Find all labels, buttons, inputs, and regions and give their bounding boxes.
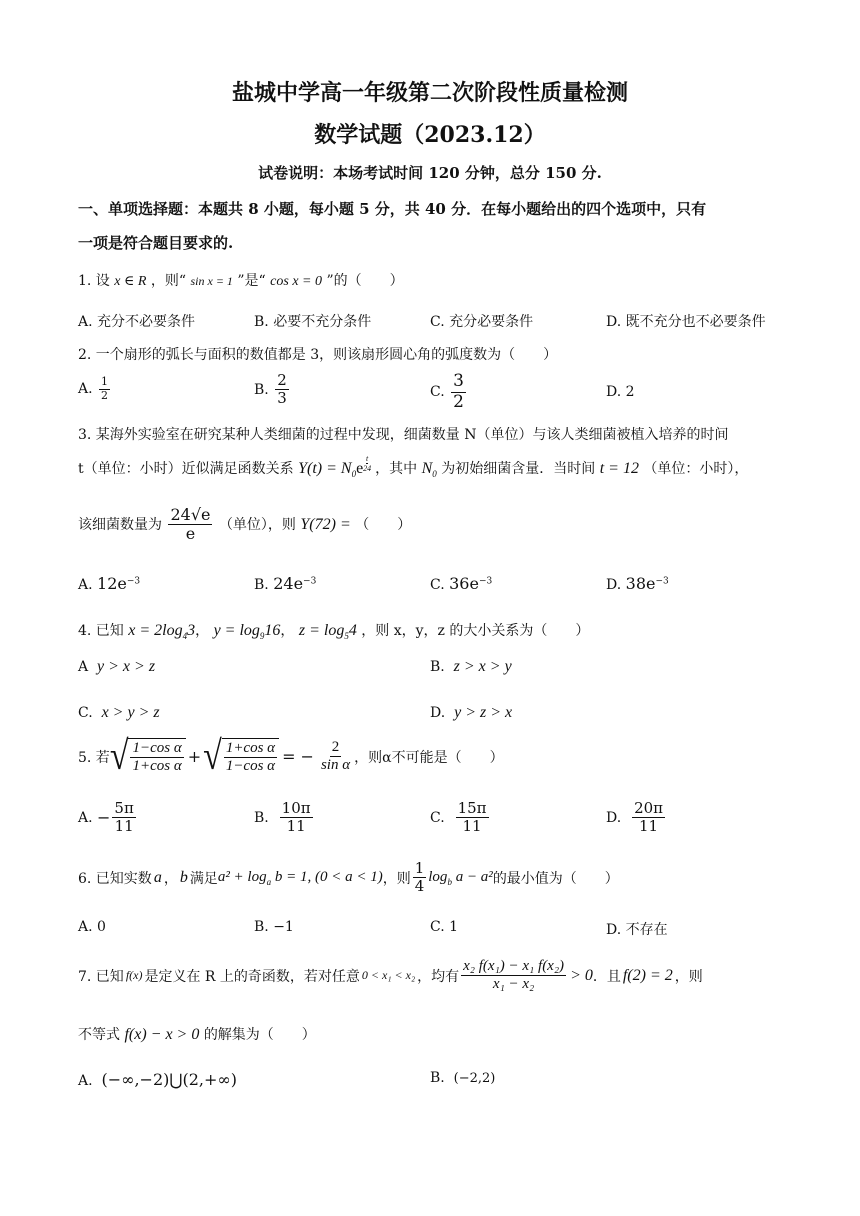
q5-rhs-den: sin α [320, 757, 351, 774]
q7-tail: ，则 [674, 968, 703, 985]
q1-option-a: A. 充分不必要条件 [78, 314, 196, 330]
q1-set-expr: x ∈ R [114, 274, 147, 289]
q7-ineq: f(x) − x > 0 [124, 1026, 200, 1043]
q4-z-end: 4 [348, 622, 357, 639]
q2-a-den: 2 [101, 388, 109, 402]
q6-mid: 满足 [189, 870, 218, 887]
q5-radical-1: √ $\frac{\text{1−cos α}}{\text{1+cos α}}$ [110, 738, 186, 776]
q5-rhs-frac [319, 739, 352, 775]
q1-option-d: D. 既不充分也不必要条件 [606, 314, 766, 330]
q6-cond-end: b = 1, (0 < a < 1) [274, 868, 383, 885]
q5-a-label: A. [78, 809, 93, 826]
q3-line2-mid: ，其中 [375, 461, 418, 477]
q4-x-sub: 4 [182, 631, 188, 642]
q4-d-val: y > z > x [454, 704, 513, 721]
q3-c-exp: −3 [478, 576, 493, 587]
question-6 [78, 860, 619, 896]
q3-formula-lhs: Y(t) = N [298, 460, 352, 477]
q4-z-expr: z = log [298, 622, 345, 639]
q5-d-den: 11 [639, 817, 659, 836]
q4-c-label: C. [78, 705, 93, 721]
q4-option-d [430, 704, 512, 722]
q7-a-label: A. [78, 1073, 93, 1089]
question-2: 2. 一个扇形的弧长与面积的数值都是 3，则该扇形圆心角的弧度数为（ ） [78, 347, 558, 363]
q4-option-c [78, 704, 160, 722]
q7-range: 0 < x₁ < x₂ [361, 968, 416, 983]
q2-option-a [78, 376, 112, 402]
q6-option-a: A. 0 [78, 919, 106, 935]
q3-n0-sub: 0 [432, 469, 437, 480]
q3-line3-pre: 该细菌数量为 [78, 516, 162, 533]
q3-t-val: t = 12 [599, 460, 639, 477]
q2-c-den: 2 [453, 391, 464, 412]
exam-subtitle: 数学试题（2023.12） [314, 122, 546, 148]
q4-y-sub: 9 [259, 631, 265, 642]
q6-a: a [153, 868, 162, 886]
q3-a-label: A. [78, 577, 93, 593]
q4-a-label: A [78, 659, 89, 675]
q4-option-a [78, 658, 155, 676]
q5-b-label: B. [254, 809, 269, 826]
q6-b: b [179, 868, 188, 886]
q2-a-label: A. [78, 381, 93, 398]
question-5 [78, 733, 504, 779]
q7-line2 [78, 1024, 316, 1044]
q3-b-label: B. [254, 577, 269, 593]
q6-option-c: C. 1 [430, 919, 459, 935]
q3-d-label: D. [606, 577, 622, 593]
q6-expr-sub: b [447, 876, 452, 887]
q4-z-sub: 5 [344, 631, 349, 642]
q3-d-val: 38e [625, 574, 656, 593]
q3-b-val: 24e [273, 574, 304, 593]
q5-d-num: 20π [634, 799, 664, 817]
q5-tail: ，则α不可能是（ ） [354, 749, 504, 766]
q3-exp-frac [363, 454, 371, 473]
q4-y-expr: y = log [213, 622, 260, 639]
q6-f-num: 1 [414, 859, 425, 877]
q3-line3-post: （单位），则 [218, 516, 296, 533]
q5-r2-num: 1+cos α [224, 740, 277, 758]
q3-a-val: 12e [97, 574, 127, 593]
q5-plus: + [187, 747, 202, 767]
question-7 [78, 958, 703, 994]
q5-pre: 5. 若 [78, 749, 110, 766]
q7-f2: f(2) = 2 [622, 966, 673, 984]
q6-expr: log [428, 868, 448, 885]
q5-b-den: 11 [286, 817, 306, 836]
q2-c-frac [451, 372, 466, 412]
q2-option-b [254, 372, 291, 408]
exam-note: 试卷说明：本场考试时间 120 分钟，总分 150 分. [258, 164, 602, 182]
q7-mid2: ，均有 [417, 968, 460, 985]
q5-a-num: 5π [114, 799, 134, 817]
section-heading-line1: 一、单项选择题：本题共 8 小题，每小题 5 分，共 40 分．在每小题给出的四个选项中，只有 [78, 200, 707, 218]
q1-tail: ”的（ ） [326, 273, 404, 289]
q5-option-d [606, 800, 667, 836]
q7-pre: 7. 已知 [78, 968, 124, 985]
q2-c-label: C. [430, 384, 445, 401]
q4-option-b [430, 658, 512, 676]
q3-c-val: 36e [449, 574, 479, 593]
q3-formula [298, 453, 375, 480]
q6-option-b: B. −1 [254, 919, 294, 935]
q3-option-b [254, 574, 316, 593]
q5-option-a [78, 800, 138, 836]
q5-option-c [430, 800, 491, 836]
q3-line2-end: （单位：小时）， [643, 461, 749, 477]
q3-value-frac [168, 506, 212, 544]
q7-gt: > 0 [570, 966, 593, 984]
q4-x-expr: x = 2log [128, 622, 183, 639]
q3-formula-sub: 0 [351, 469, 357, 480]
q5-rhs-num: 2 [330, 739, 342, 757]
q7-option-b [430, 1070, 495, 1086]
q4-b-label: B. [430, 659, 445, 675]
q3-formula-e: e [356, 460, 364, 477]
q3-line3-end: （ ） [355, 516, 412, 533]
question-4: 4. 已知 $x = 2\log_43$， $y = \log_916$， $z = \log_54$ ，则 x，y，z 的大小关系为（ ） [78, 622, 590, 642]
q2-option-d: D. 2 [606, 384, 635, 400]
q7-frac-den: x₁ − x₂ [492, 976, 535, 993]
section-heading-line2: 一项是符合题目要求的. [78, 234, 234, 252]
q2-b-den: 3 [277, 389, 287, 408]
q5-b-num: 10π [281, 799, 311, 817]
q2-a-frac [99, 376, 110, 402]
q7-option-a [78, 1070, 237, 1089]
q3-value-num: 24√e [170, 505, 211, 524]
q2-option-c [430, 372, 468, 412]
q7-frac-num: x₂ f(x₁) − x₁ f(x₂) [461, 958, 566, 976]
q6-sep: ， [163, 870, 178, 887]
q7-mid3: ．且 [592, 968, 621, 985]
q4-x-end: 3 [187, 622, 196, 639]
q5-c-num: 15π [457, 799, 487, 817]
q5-r2-den: 1−cos α [225, 758, 276, 775]
q3-d-exp: −3 [655, 576, 669, 587]
q5-option-b [254, 800, 315, 836]
q4-d-label: D. [430, 705, 446, 721]
q7-fx: f(x) [125, 968, 143, 983]
q5-eq: = − [282, 747, 314, 767]
q3-ask: Y(72) = [300, 515, 351, 533]
q1-mid: ，则“ [150, 273, 187, 289]
exam-title: 盐城中学高一年级第二次阶段性质量检测 [231, 80, 628, 106]
q1-option-c: C. 充分必要条件 [430, 314, 534, 330]
q2-a-num: 1 [101, 375, 109, 388]
q6-mid2: ，则 [382, 870, 411, 887]
q5-c-label: C. [430, 809, 445, 826]
q6-pre: 6. 已知实数 [78, 870, 152, 887]
q2-b-label: B. [254, 381, 269, 398]
q5-a-sign: − [97, 808, 111, 828]
q1-link: ”是“ [237, 273, 266, 289]
q5-r1-den: 1+cos α [132, 758, 182, 775]
question-1 [78, 270, 404, 290]
q2-b-frac [275, 372, 289, 408]
q2-c-num: 3 [453, 371, 464, 391]
q5-d-label: D. [606, 809, 622, 826]
q6-f-den: 4 [414, 877, 425, 896]
q7-line2-post: 的解集为（ ） [203, 1027, 316, 1043]
q3-exp-den: 24 [363, 463, 372, 473]
q3-line3 [78, 506, 411, 544]
q3-line2-pre: t（单位：小时）近似满足函数关系 [78, 461, 294, 477]
q6-option-d: D. 不存在 [606, 922, 668, 938]
q3-a-exp: −3 [126, 576, 141, 587]
q3-c-label: C. [430, 577, 445, 593]
q4-y-end: 16 [264, 622, 281, 639]
q2-b-num: 2 [277, 371, 287, 389]
q6-cond: a² + log [217, 868, 267, 885]
q5-c-den: 11 [462, 817, 482, 836]
q4-a-val: y > x > z [97, 658, 156, 675]
q7-b-val: (−2,2) [453, 1071, 496, 1086]
q7-b-label: B. [430, 1070, 445, 1086]
q6-cond-sub: a [266, 876, 272, 887]
q6-expr-end: a − a² [455, 868, 493, 885]
q3-b-exp: −3 [303, 576, 317, 587]
q3-option-a [78, 574, 140, 593]
q3-option-d [606, 574, 669, 593]
q1-cond2: cos x = 0 [270, 274, 322, 289]
q3-line1: 3. 某海外实验室在研究某种人类细菌的过程中发现，细菌数量 N（单位）与该人类细菌被植入培养的时间 [78, 427, 729, 443]
q3-line2-post: 为初始细菌含量．当时间 [441, 461, 596, 477]
q6-tail: 的最小值为（ ） [492, 870, 619, 887]
q7-mid: 是定义在 R 上的奇函数，若对任意 [144, 968, 360, 985]
q1-option-b: B. 必要不充分条件 [254, 314, 372, 330]
q1-num: 1. 设 [78, 273, 110, 289]
q5-a-den: 11 [114, 817, 134, 836]
q3-exp-num: t [366, 453, 369, 463]
q5-radical-2: √ $\frac{\text{1+cos α}}{\text{1−cos α}}$ [203, 738, 279, 776]
q5-r1-num: 1−cos α [130, 740, 183, 758]
q4-c-val: x > y > z [101, 704, 160, 721]
q3-option-c [430, 574, 492, 593]
q3-value-den: e [185, 524, 196, 544]
q7-a-val: (−∞,−2)⋃(2,+∞) [101, 1070, 237, 1089]
q4-pre: 4. 已知 [78, 623, 124, 639]
q7-line2-pre: 不等式 [78, 1027, 120, 1043]
q4-tail: ，则 x，y，z 的大小关系为（ ） [361, 623, 590, 639]
q1-cond1: sin x = 1 [190, 274, 233, 288]
q3-n0: N [421, 460, 433, 477]
q3-line2 [78, 453, 749, 480]
q4-b-val: z > x > y [453, 658, 512, 675]
